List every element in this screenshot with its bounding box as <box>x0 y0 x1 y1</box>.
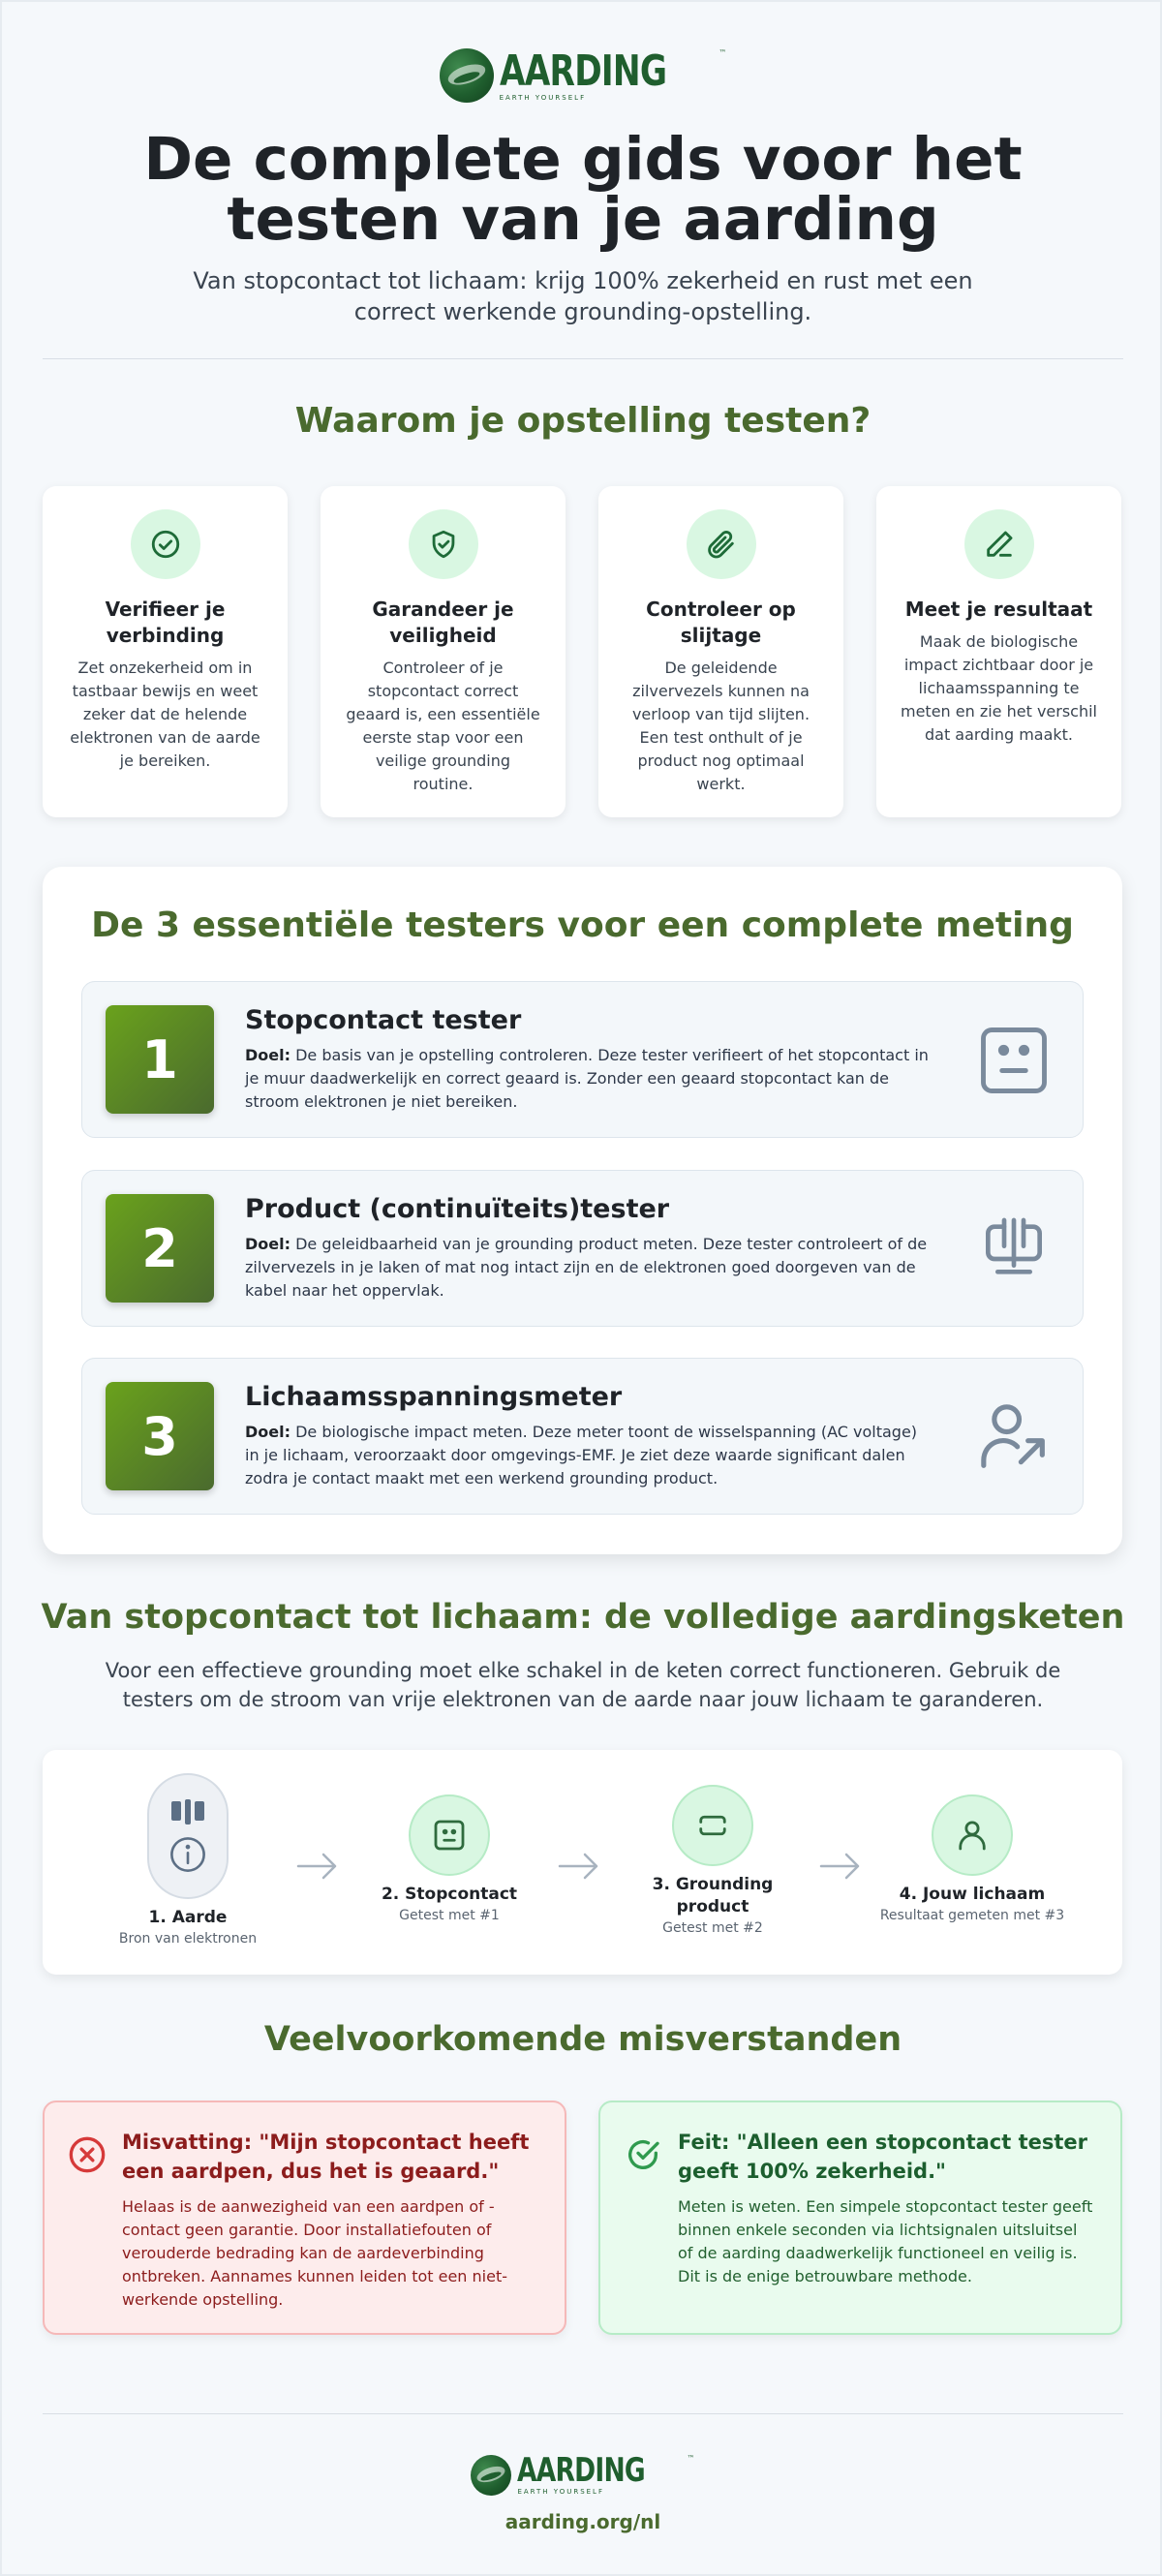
trademark-mark: ™ <box>687 2454 695 2463</box>
earth-plug-icon <box>147 1773 229 1899</box>
testers-section-title: De 3 essentiële testers voor een complete meting <box>91 905 1074 945</box>
tester-name: Product (continuïteits)tester <box>245 1194 670 1224</box>
chain-step-product <box>626 1785 800 1938</box>
why-card-safety <box>321 486 566 817</box>
continuity-tester-icon <box>970 1206 1057 1293</box>
chain-step-sublabel: Getest met #2 <box>662 1920 763 1936</box>
tester-item-socket <box>81 981 1084 1138</box>
why-card-title: Verifieer je verbinding <box>105 598 226 647</box>
arrow-right-icon <box>558 1847 600 1886</box>
check-circle-icon <box>624 2135 662 2174</box>
chain-panel <box>43 1750 1122 1975</box>
testers-panel <box>43 867 1122 1554</box>
footer-url-link[interactable]: aarding.org/nl <box>505 2510 661 2533</box>
tester-number-badge: 2 <box>106 1194 214 1303</box>
why-card-title: Controleer op slijtage <box>646 598 796 647</box>
chain-step-label: 1. Aarde <box>148 1908 228 1927</box>
tester-description: Doel: De biologische impact meten. Deze meter toont de wisselspanning (AC voltage) in je lichaam, veroorzaakt door omgevings-EMF. Je ziet deze waarde significant dalen zodra je contact maakt met een werkend grounding product. <box>245 1423 918 1487</box>
page-title: De complete gids voor het testen van je aarding <box>143 125 1023 254</box>
brand-tagline: EARTH YOURSELF <box>499 93 587 102</box>
divider <box>43 358 1123 359</box>
person-arrow-icon <box>970 1394 1057 1481</box>
fact-title: Feit: "Alleen een stopcontact tester geeft 100% zekerheid." <box>678 2131 1088 2183</box>
myth-title: Misvatting: "Mijn stopcontact heeft een aardpen, dus het is geaard." <box>122 2131 530 2183</box>
chain-step-sublabel: Resultaat gemeten met #3 <box>879 1908 1065 1923</box>
arrow-right-icon <box>296 1847 339 1886</box>
chain-step-sublabel: Bron van elektronen <box>118 1931 258 1947</box>
chain-step-label: 4. Jouw lichaam <box>899 1885 1046 1904</box>
tester-name: Stopcontact tester <box>245 1005 522 1035</box>
arrow-right-icon <box>819 1847 862 1886</box>
brand-name: AARDING <box>499 46 666 96</box>
why-card-text: Controleer of je stopcontact correct geaard is, een essentiële eerste stap voor een veilige grounding routine. <box>346 659 540 793</box>
chain-step-body <box>875 1794 1069 1925</box>
why-card-wear <box>598 486 843 817</box>
shield-check-icon <box>409 509 478 579</box>
misconceptions-section-title: Veelvoorkomende misverstanden <box>263 2020 902 2059</box>
paperclip-icon <box>687 509 756 579</box>
tester-description: Doel: De geleidbaarheid van je grounding product meten. Deze tester controleert of de zilvervezels in je laken of mat nog intact zijn en de elektronen goed doorgeven van de kabel naar het oppervlak. <box>245 1235 928 1300</box>
myth-card <box>43 2101 566 2335</box>
why-card-text: De geleidende zilvervezels kunnen na verloop van tijd slijten. Een test onthult of je product nog optimaal werkt. <box>631 659 810 793</box>
why-card-text: Maak de biologische impact zichtbaar door je lichaamsspanning te meten en zie het verschil dat aarding maakt. <box>900 632 1097 744</box>
why-card-title: Meet je resultaat <box>904 598 1093 621</box>
pencil-icon <box>964 509 1034 579</box>
chain-section-subtitle: Voor een effectieve grounding moet elke schakel in de keten correct functioneren. Gebruik de testers om de stroom van vrije elektronen van de aarde naar jouw lichaam te garanderen. <box>105 1659 1061 1711</box>
page-subtitle: Van stopcontact tot lichaam: krijg 100% zekerheid en rust met een correct werkende grounding-opstelling. <box>193 267 973 325</box>
product-icon <box>672 1785 753 1866</box>
why-card-title: Garandeer je veiligheid <box>372 598 514 647</box>
chain-section-title: Van stopcontact tot lichaam: de volledige aardingsketen <box>41 1598 1125 1637</box>
footer-logo[interactable] <box>2 2451 1162 2496</box>
brand-name: AARDING <box>517 2451 646 2490</box>
tester-name: Lichaamsspanningsmeter <box>245 1382 623 1412</box>
socket-tester-icon <box>970 1017 1057 1104</box>
chain-step-socket <box>362 1794 536 1925</box>
tester-item-body <box>81 1358 1084 1515</box>
why-card-text: Zet onzekerheid om in tastbaar bewijs en weet zeker dat de helende elektronen van de aarde je bereiken. <box>70 659 260 770</box>
fact-card <box>598 2101 1122 2335</box>
brand-logo[interactable] <box>2 48 1162 103</box>
globe-icon <box>440 48 494 103</box>
person-icon <box>932 1794 1013 1876</box>
chain-step-label: 2. Stopcontact <box>381 1885 518 1904</box>
myth-text: Helaas is de aanwezigheid van een aardpen of -contact geen garantie. Door installatiefouten of verouderde bedrading kan de aardeverbinding ontbreken. Aannames kunnen leiden tot een niet-werkende opstelling. <box>122 2197 508 2309</box>
why-card-verify <box>43 486 288 817</box>
divider <box>43 2413 1123 2414</box>
tester-item-product <box>81 1170 1084 1327</box>
fact-text: Meten is weten. Een simpele stopcontact tester geeft binnen enkele seconden via lichtsignalen uitsluitsel of de aarding daadwerkelijk functioneel en veilig is. Dit is de enige betrouwbare methode. <box>678 2197 1093 2285</box>
check-circle-icon <box>131 509 200 579</box>
trademark-mark: ™ <box>719 48 727 57</box>
why-card-measure <box>876 486 1121 817</box>
chain-step-earth <box>101 1773 275 1948</box>
why-section-title: Waarom je opstelling testen? <box>294 401 872 441</box>
tester-number-badge: 1 <box>106 1005 214 1114</box>
x-circle-icon <box>68 2135 107 2174</box>
globe-icon <box>471 2455 511 2496</box>
tester-description: Doel: De basis van je opstelling controleren. Deze tester verifieert of het stopcontact in je muur daadwerkelijk en correct geaard is. Zonder een geaard stopcontact kan de stroom elektronen je niet bereiken. <box>245 1046 929 1111</box>
socket-icon <box>409 1794 490 1876</box>
chain-step-label: 3. Grounding product <box>652 1875 774 1917</box>
brand-tagline: EARTH YOURSELF <box>517 2488 604 2496</box>
tester-number-badge: 3 <box>106 1382 214 1490</box>
chain-step-sublabel: Getest met #1 <box>399 1908 500 1923</box>
